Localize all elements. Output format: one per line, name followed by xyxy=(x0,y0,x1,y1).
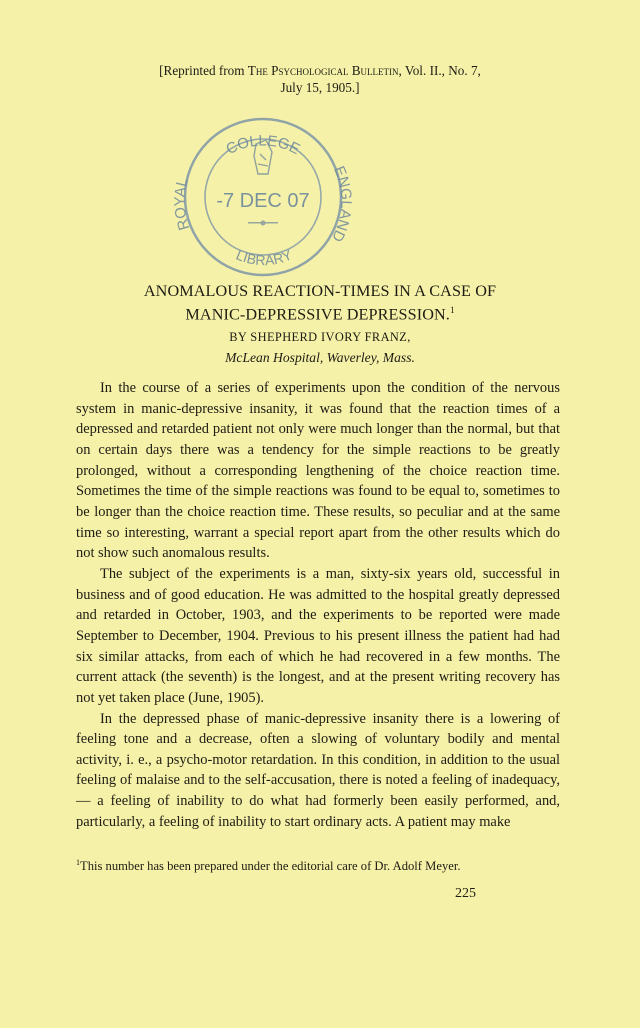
title-line-2-text: MANIC-DEPRESSIVE DEPRESSION. xyxy=(185,304,450,323)
library-stamp xyxy=(168,104,358,290)
journal-volume: Vol. II., No. 7, xyxy=(404,63,481,78)
author: BY SHEPHERD IVORY FRANZ, xyxy=(229,330,411,344)
paragraph: In the course of a series of experiments upon the condition of the nervous system in manic-depressive insanity, it was found that the reaction times of a depressed and retarded patient not only were much longer than the normal, but that on certain days there was a tendency for the simple reactions to be greatly prolonged, without a corresponding lengthening of the choice reaction time. Sometimes the time of the simple reactions was found to be equal to, sometimes to be longer than the choice reaction time. These results, so peculiar and at the same time so interesting, warrant a special report apart from the other results which do not show such anomalous results. xyxy=(76,380,560,562)
journal-name: The Psychological Bulletin, xyxy=(247,63,402,78)
title-footnote-mark: 1 xyxy=(449,304,455,315)
article-title xyxy=(50,282,590,323)
footnote-text: This number has been prepared under the editorial care of Dr. Adolf Meyer. xyxy=(80,859,461,874)
stamp-ornament-icon xyxy=(248,221,278,226)
footnote-mark: 1 xyxy=(76,858,80,867)
title-line-2 xyxy=(50,301,590,324)
stamp-left-text: ROYAL xyxy=(171,176,194,233)
affiliation: McLean Hospital, Waverley, Mass. xyxy=(225,350,415,365)
stamp-bottom-text: LIBRARY xyxy=(233,246,295,269)
title-line-1: ANOMALOUS REACTION-TIMES IN A CASE OF xyxy=(143,282,497,300)
footnote xyxy=(76,854,560,875)
reprint-date: July 15, 1905.] xyxy=(280,80,360,95)
paragraph: The subject of the experiments is a man, sixty-six years old, successful in business and of good education. He was admitted to the hospital greatly depressed and retarded in October, 1903, and the experiments to be reported were made September to December, 1904. Previous to his present illness the patient had had six similar attacks, from each of which he had recovered in a few months. The current attack (the seventh) is the longest, and at the present writing recovery has not yet taken place (June, 1905). xyxy=(76,565,560,706)
paragraph: In the depressed phase of manic-depressive insanity there is a lowering of feeling tone and a decrease, often a slowing of voluntary bodily and mental activity, i. e., a psycho-motor retardation. In this condition, in addition to the usual feeling of malaise and to the self-accusation, there is noted a feeling of inadequacy,— a feeling of inability to do what had formerly been easily performed, and, particularly, a feeling of inability to start ordinary acts. A patient may make xyxy=(76,710,560,830)
article-body xyxy=(76,378,560,832)
page-number: 225 xyxy=(455,886,476,901)
reprint-prefix: [Reprinted from xyxy=(159,63,245,78)
stamp-top-text: COLLEGE xyxy=(223,132,303,159)
stamp-right-text: ENGLAND xyxy=(327,163,355,245)
stamp-date: -7 DEC 07 xyxy=(216,190,310,212)
reprint-note xyxy=(60,62,580,96)
